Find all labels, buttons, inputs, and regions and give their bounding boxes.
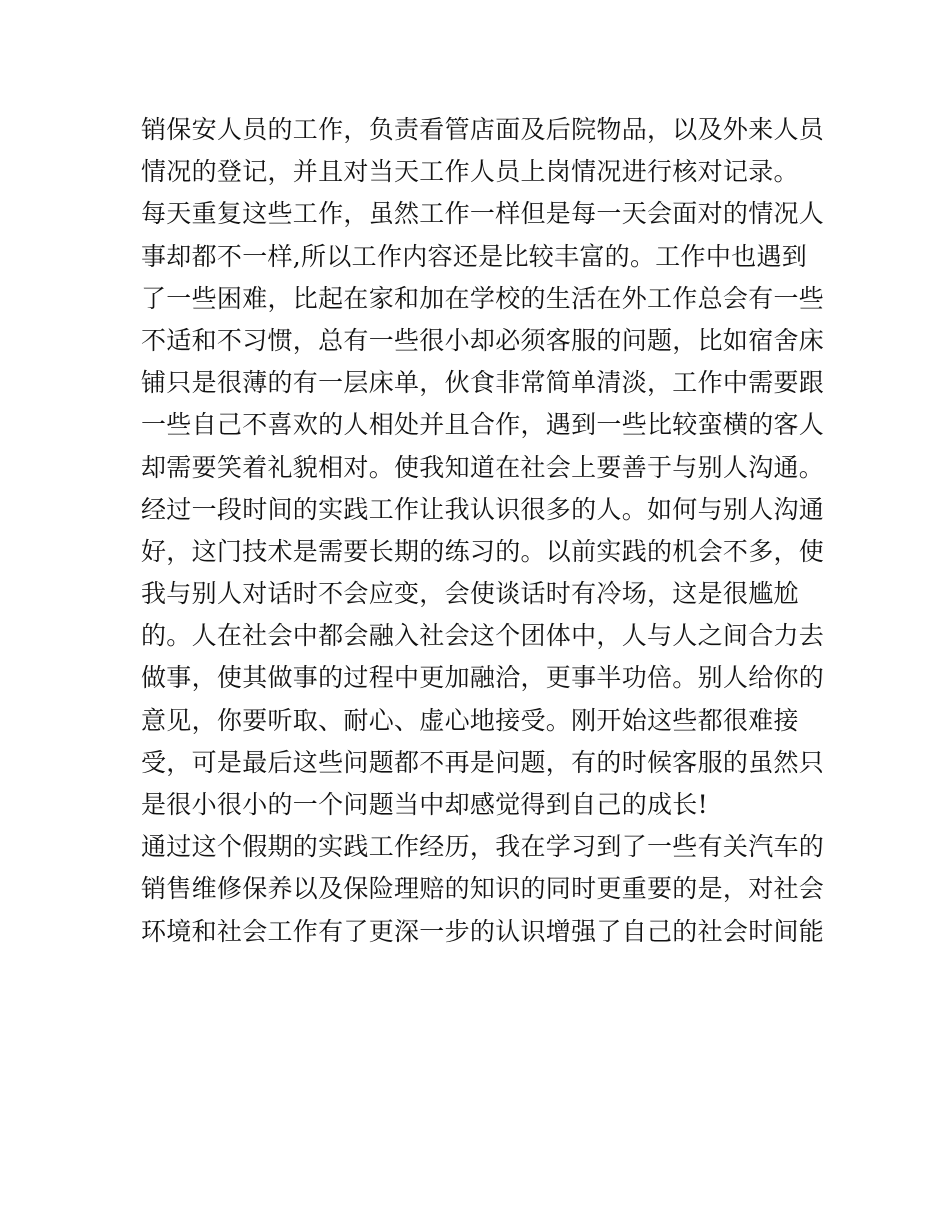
text-line-11: 好，这门技术是需要长期的练习的。以前实践的机会不多，使 [141, 536, 825, 566]
body-text [141, 109, 831, 953]
text-line-9: 却需要笑着礼貌相对。使我知道在社会上要善于与别人沟通。 [141, 452, 825, 482]
text-line-6: 不适和不习惯，总有一些很小却必须客服的问题，比如宿舍床 [141, 325, 825, 355]
text-line-16: 受，可是最后这些问题都不再是问题，有的时候客服的虽然只 [141, 747, 825, 777]
text-line-5: 了一些困难，比起在家和加在学校的生活在外工作总会有一些 [141, 283, 825, 313]
text-line-1: 销保安人员的工作，负责看管店面及后院物品，以及外来人员 [141, 115, 825, 144]
text-line-12: 我与别人对话时不会应变，会使谈话时有冷场，这是很尴尬 [141, 579, 799, 609]
text-line-14: 做事，使其做事的过程中更加融洽，更事半功倍。别人给你的 [141, 663, 825, 693]
text-line-20: 环境和社会工作有了更深一步的认识增强了自己的社会时间能 [141, 916, 825, 946]
text-line-8: 一些自己不喜欢的人相处并且合作，遇到一些比较蛮横的客人 [141, 410, 825, 440]
text-line-13: 的。人在社会中都会融入社会这个团体中，人与人之间合力去 [141, 621, 825, 651]
text-line-15: 意见，你要听取、耐心、虚心地接受。刚开始这些都很难接 [141, 705, 799, 735]
text-line-19: 销售维修保养以及保险理赔的知识的同时更重要的是，对社会 [141, 874, 825, 904]
text-line-4: 事却都不一样,所以工作内容还是比较丰富的。工作中也遇到 [141, 241, 808, 271]
text-line-17: 是很小很小的一个问题当中却感觉得到自己的成长! [141, 790, 708, 819]
text-line-7: 铺只是很薄的有一层床单，伙食非常简单清淡，工作中需要跟 [141, 368, 825, 398]
text-line-18: 通过这个假期的实践工作经历，我在学习到了一些有关汽车的 [141, 832, 825, 862]
text-line-10: 经过一段时间的实践工作让我认识很多的人。如何与别人沟通 [141, 494, 825, 524]
text-line-3: 每天重复这些工作，虽然工作一样但是每一天会面对的情况人 [141, 199, 825, 229]
text-line-2: 情况的登记，并且对当天工作人员上岗情况进行核对记录。 [141, 157, 799, 187]
